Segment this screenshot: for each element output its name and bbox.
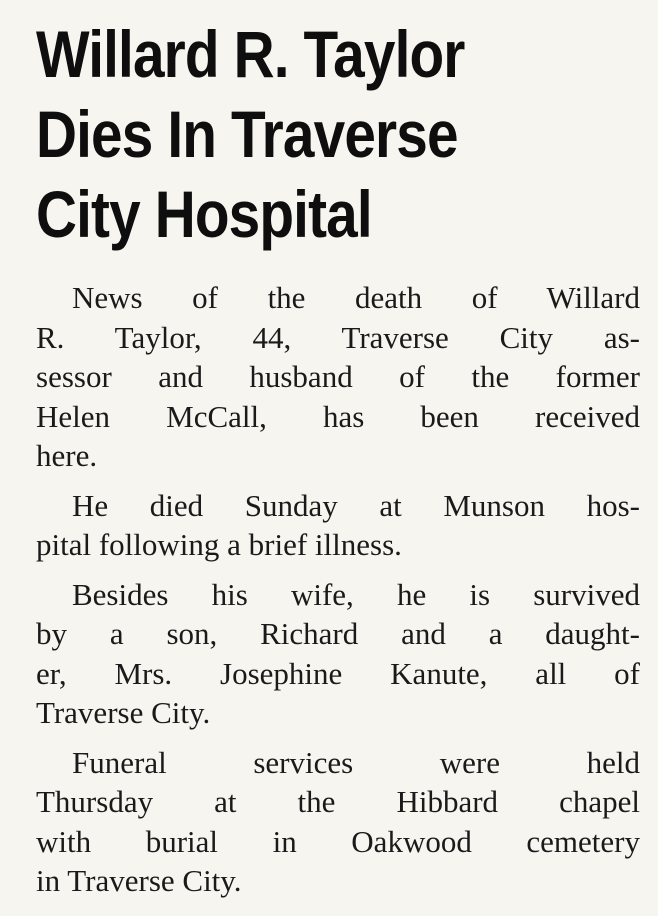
text-line: er, Mrs. Josephine Kanute, all of bbox=[36, 655, 640, 691]
text-line: News of the death of Willard bbox=[72, 280, 640, 315]
text-line: Helen McCall, has been received bbox=[36, 398, 640, 434]
headline bbox=[36, 14, 552, 254]
text-line: Besides his wife, he is survived bbox=[72, 576, 640, 612]
text-line: here. bbox=[36, 438, 98, 473]
paragraph-death-details bbox=[36, 486, 640, 565]
headline-line: City Hospital bbox=[36, 177, 372, 251]
text-line: pital following a brief illness. bbox=[36, 527, 402, 562]
headline-line: Dies In Traverse bbox=[36, 97, 458, 171]
text-line: Thursday at the Hibbard chapel bbox=[36, 784, 640, 819]
paragraph-death-news bbox=[36, 278, 640, 476]
paragraph-survivors bbox=[36, 575, 640, 733]
text-line: He died Sunday at Munson hos- bbox=[72, 487, 640, 523]
article-body bbox=[36, 278, 640, 911]
text-line: Funeral services were held bbox=[72, 744, 640, 780]
headline-line: Willard R. Taylor bbox=[36, 17, 465, 91]
text-line: by a son, Richard and a daught- bbox=[36, 616, 640, 651]
text-line: with burial in Oakwood cemetery bbox=[36, 823, 640, 859]
text-line: Traverse City. bbox=[36, 695, 211, 730]
text-line: in Traverse City. bbox=[36, 863, 242, 898]
paragraph-funeral bbox=[36, 743, 640, 901]
text-line: R. Taylor, 44, Traverse City as- bbox=[36, 319, 640, 355]
text-line: sessor and husband of the former bbox=[36, 359, 640, 394]
